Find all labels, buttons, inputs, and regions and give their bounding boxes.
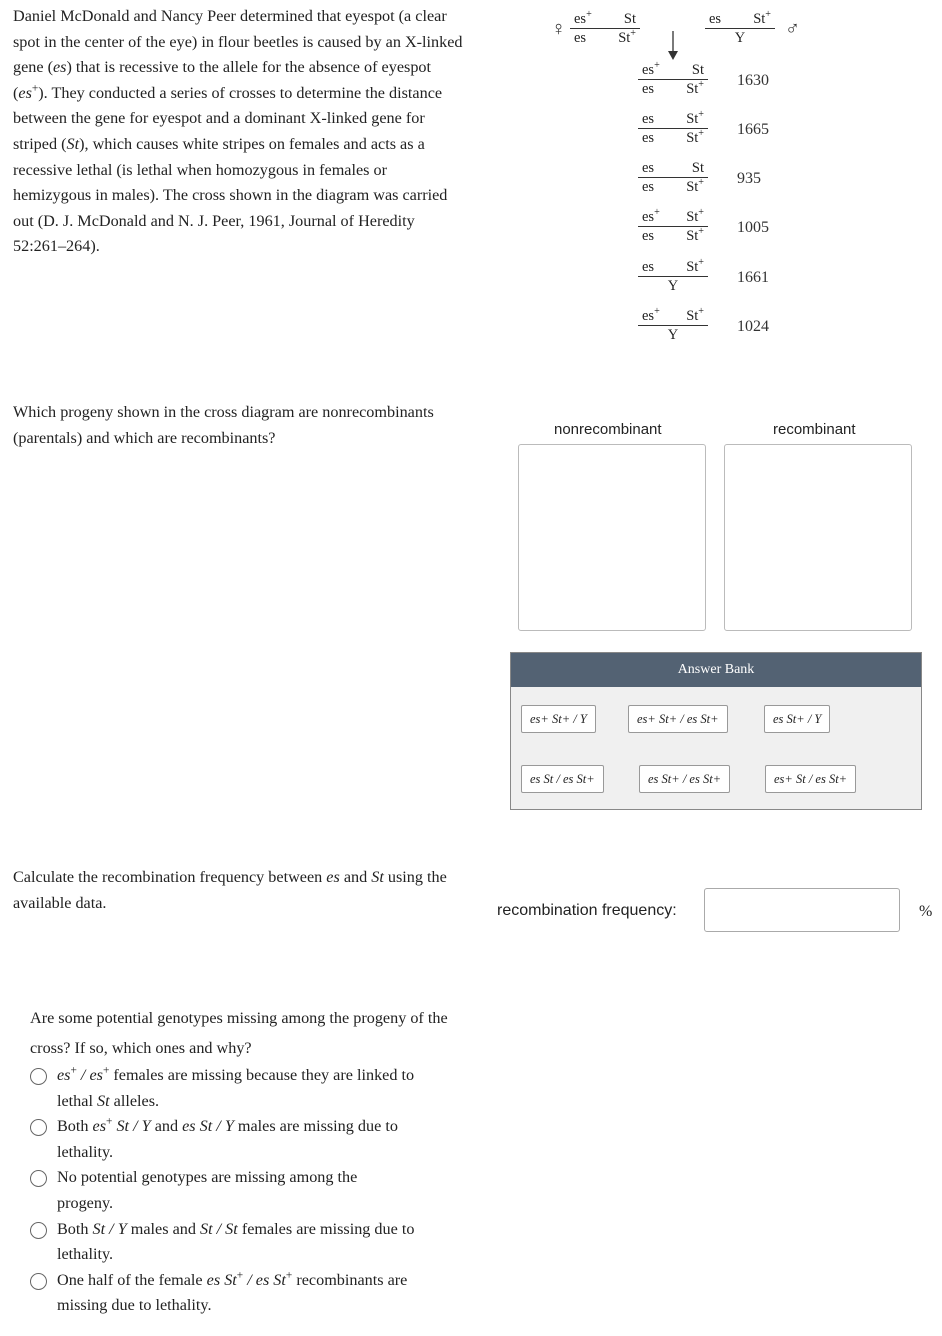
progeny-allele: St [686,179,699,195]
progeny-count: 1024 [737,318,769,335]
intro-text-2: ) that is recessive to the allele for the absence of eyespot ( [13,58,432,102]
progeny-allele: St [686,228,699,244]
progeny-allele: St [686,209,699,225]
progeny-allele: es [642,160,655,176]
o4b: St / Y [92,1219,127,1238]
answer-chip[interactable]: es+ St+ / Y [521,705,596,733]
fp-br-sup: + [630,28,636,40]
q2-es: es [326,868,340,886]
progeny-genotype [638,208,708,245]
answer-bank [510,652,922,810]
progeny-allele-sup: + [698,306,704,318]
intro-st: St [66,134,80,153]
fp-br: St [618,30,631,46]
progeny-allele-sup: + [698,177,704,189]
progeny-allele-sup: + [654,60,660,72]
progeny-allele: St [686,259,699,275]
intro-paragraph [13,4,468,260]
radio-button[interactable] [30,1222,47,1239]
intro-text-1: Daniel McDonald and Nancy Peer determined that eyespot (a clear spot in the center of the eye) in flour beetles is caused by an X-linked gene ( [13,7,463,77]
answer-chip[interactable]: es+ St / es St+ [765,765,856,793]
progeny-allele: es [642,111,655,127]
o5a: One half of the female [57,1270,207,1289]
recombinant-drop-zone[interactable] [724,444,912,631]
o2b: es [92,1117,107,1136]
recombination-frequency-input[interactable] [704,888,900,932]
recombination-frequency-label: recombination frequency: [497,902,677,919]
progeny-allele: es [642,130,655,146]
progeny-allele: St [686,81,699,97]
o1e: + [102,1064,110,1077]
option-4[interactable] [30,1217,460,1268]
recombinant-label: recombinant [773,421,856,438]
question-missing-genotypes [30,1003,460,1319]
o5d: / es St [243,1270,286,1289]
q2-text-3: using the available data. [13,868,447,912]
progeny-allele: es [642,62,655,78]
fp-tl: es [574,11,587,27]
o1b: + [70,1064,77,1077]
intro-text-4: ), which causes white stripes on females and acts as a recessive lethal (is lethal when homozygous in females or hemizygous in males). The cross shown in the diagram was carried out (D. J. McDonald and N. J. Peer, 1961, Journal of Heredity 52:261–264). [13,134,448,256]
answer-bank-title: Answer Bank [511,653,921,687]
option-3-text: No potential genotypes are missing among the progeny. [57,1168,358,1212]
mp-bottom: Y [734,30,746,46]
radio-button[interactable] [30,1068,47,1085]
option-3[interactable] [30,1165,460,1216]
o1d: es [89,1066,103,1084]
radio-button[interactable] [30,1273,47,1290]
fp-tl-sup: + [586,9,592,21]
o5b: es St [206,1270,237,1289]
progeny-allele: St [691,62,704,78]
progeny-allele-sup: + [698,207,704,219]
o1c: / [76,1066,90,1084]
o2a: Both [57,1117,93,1136]
option-2[interactable] [30,1114,460,1165]
progeny-allele-sup: + [698,128,704,140]
mp-tr-sup: + [765,9,771,21]
o2g: males are missing due to lethality. [57,1117,398,1161]
progeny-count: 1005 [737,219,769,236]
progeny-allele-sup: + [654,306,660,318]
intro-text-3: ). They conducted a series of crosses to determine the distance between the gene for eyespot and a dominant X-linked gene for striped ( [13,83,443,153]
option-2-text [57,1114,447,1165]
option-1[interactable] [30,1063,460,1114]
female-symbol: ♀ [551,18,566,40]
nonrecombinant-drop-zone[interactable] [518,444,706,631]
answer-chip[interactable]: es St+ / Y [764,705,830,733]
progeny-allele: es [642,81,655,97]
o1h: alleles. [109,1091,160,1110]
answer-chip[interactable]: es St+ / es St+ [639,765,730,793]
option-1-text [57,1063,447,1114]
fp-bl: es [574,30,587,46]
o4e: females are missing due to lethality. [57,1219,415,1264]
mp-tr: St [753,11,766,27]
progeny-allele-sup: + [698,257,704,269]
question-recombinants: Which progeny shown in the cross diagram are nonrecombinants (parentals) and which are recombinants? [13,403,434,447]
progeny-allele: es [642,209,655,225]
o1a: es [57,1066,71,1084]
progeny-count: 1630 [737,72,769,89]
progeny-y: Y [667,278,679,294]
percent-unit: % [919,903,933,920]
o2e: and [150,1117,183,1136]
q2-text-1: Calculate the recombination frequency between [13,868,327,886]
progeny-count: 935 [737,170,761,187]
progeny-count: 1665 [737,121,769,138]
progeny-count: 1661 [737,269,769,286]
progeny-allele: St [686,111,699,127]
option-5[interactable] [30,1268,460,1319]
progeny-allele: St [686,130,699,146]
radio-button[interactable] [30,1119,47,1136]
intro-plus: + [31,82,39,95]
o2f: es St / Y [182,1117,234,1136]
progeny-allele: es [642,228,655,244]
answer-chip[interactable]: es+ St+ / es St+ [628,705,728,733]
down-arrow-icon [666,31,680,61]
option-4-text [57,1217,447,1268]
progeny-y: Y [667,327,679,343]
progeny-allele-sup: + [654,207,660,219]
o2c: + [106,1115,113,1128]
o5f: recombinants are missing due to lethality. [57,1270,408,1315]
mp-tl: es [709,11,722,27]
intro-es: es [53,58,67,77]
progeny-allele: St [691,160,704,176]
radio-button[interactable] [30,1170,47,1187]
progeny-genotype [638,307,708,344]
progeny-genotype [638,61,708,98]
o1g: St [97,1091,110,1110]
option-5-text [57,1268,447,1319]
progeny-genotype [638,110,708,147]
progeny-genotype [638,258,708,295]
answer-chip[interactable]: es St / es St+ [521,765,604,793]
o4d: St / St [200,1219,238,1238]
o4c: males and [126,1219,200,1238]
intro-esplus: es [18,83,32,102]
progeny-allele: es [642,308,655,324]
question-recombination-frequency [13,865,463,916]
progeny-allele: St [686,308,699,324]
progeny-allele: es [642,259,655,275]
male-parent-genotype [705,10,775,47]
q3-prompt: Are some potential genotypes missing among the progeny of the cross? If so, which ones and why? [30,1009,448,1057]
fp-tr: St [623,11,636,27]
progeny-allele-sup: + [698,226,704,238]
o2d: St / Y [112,1117,151,1136]
progeny-allele-sup: + [698,109,704,121]
o1f: females are missing because they are linked to lethal [57,1066,415,1110]
progeny-genotype [638,159,708,196]
progeny-allele-sup: + [698,79,704,91]
progeny-allele: es [642,179,655,195]
o4a: Both [57,1219,93,1238]
q2-st: St [371,868,384,886]
female-parent-genotype [570,10,640,47]
q2-text-2: and [339,868,372,886]
male-symbol: ♂ [785,18,800,40]
o5c: + [236,1269,244,1282]
o5e: + [285,1269,293,1282]
nonrecombinant-label: nonrecombinant [554,421,662,438]
